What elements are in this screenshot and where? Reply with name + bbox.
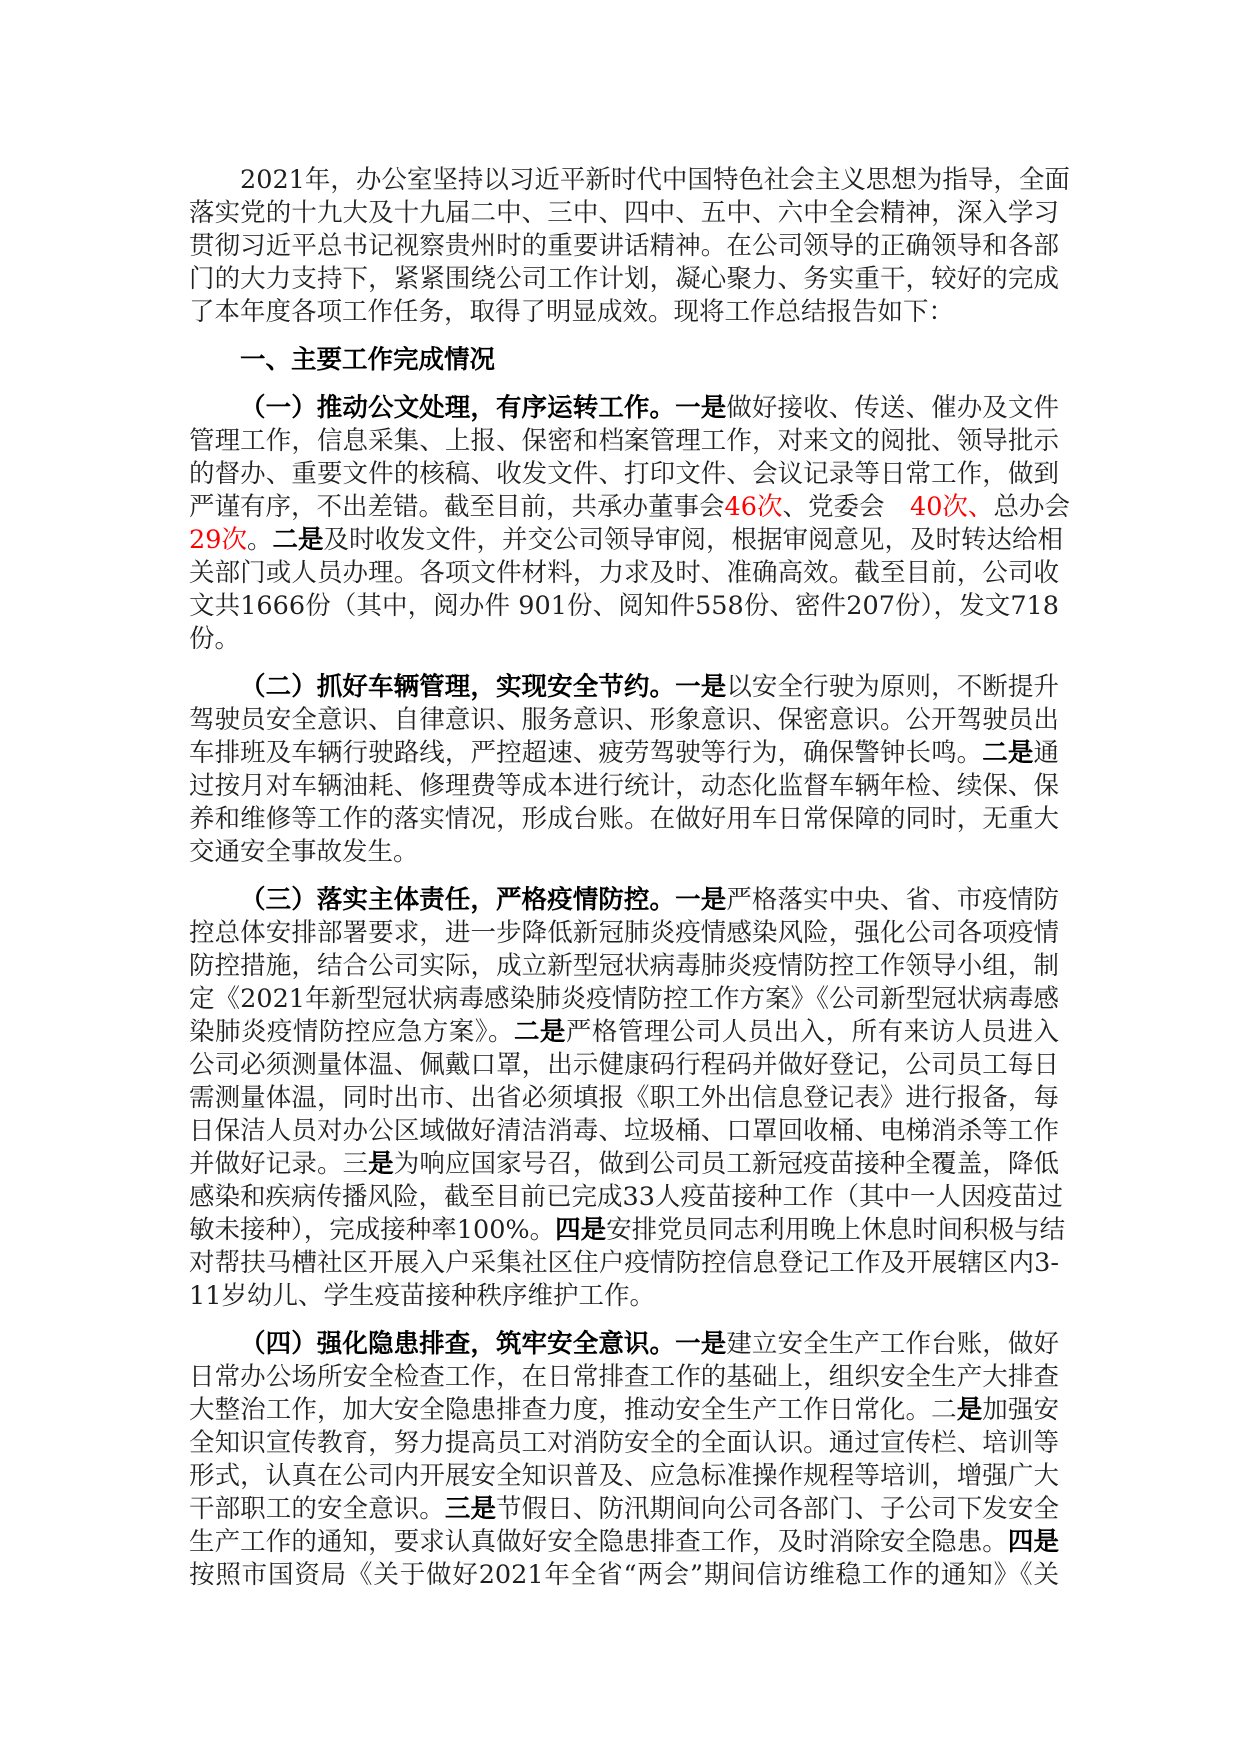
text-line: [189, 704, 1059, 737]
bold-text: 四是: [1007, 1527, 1059, 1557]
text-line: [189, 836, 1059, 869]
highlighted-number: 46次: [724, 492, 783, 522]
body-paragraph: [189, 671, 1059, 869]
text-line: [189, 491, 1070, 524]
text-run: 公司必须测量体温、佩戴口罩，出示健康码行程码并做好登记，公司员工每日: [189, 1050, 1059, 1080]
text-line: [189, 263, 1059, 296]
text-run: 以安全行驶为原则，不断提升: [726, 672, 1059, 702]
bold-text: 二是: [982, 738, 1034, 768]
text-run: 管理工作，信息采集、上报、保密和档案管理工作，对来文的阅批、领导批示: [189, 426, 1059, 456]
text-line: [189, 803, 1059, 836]
bold-text: 二是: [513, 1017, 566, 1047]
text-line: [189, 770, 1059, 803]
text-run: 严格管理公司人员出入，所有来访人员进入: [565, 1017, 1059, 1047]
text-run: 、党委会: [782, 492, 910, 522]
text-run: 关部门或人员办理。各项文件材料，力求及时、准确高效。截至目前，公司收: [189, 558, 1059, 588]
text-run: 严谨有序，不出差错。截至目前，共承办董事会: [189, 492, 725, 522]
text-run: 车排班及车辆行驶路线，严控超速、疲劳驾驶等行为，确保警钟长鸣。: [189, 738, 983, 768]
body-paragraph: [189, 392, 1070, 656]
text-line: [189, 1049, 1059, 1082]
body-paragraph: [189, 1328, 1059, 1592]
text-run: 按照市国资局《关于做好2021年全省“两会”期间信访维稳工作的通知》《关: [189, 1560, 1059, 1590]
bold-text: 二是: [272, 525, 324, 555]
text-run: 节假日、防汛期间向公司各部门、子公司下发安全: [496, 1494, 1059, 1524]
text-line: [189, 197, 1059, 230]
text-run: 及时收发文件，并交公司领导审阅，根据审阅意见，及时转达给相: [323, 525, 1063, 555]
text-run: 染肺炎疫情防控应急方案》。: [189, 1017, 514, 1047]
highlighted-number: 40次、: [909, 492, 994, 522]
text-run: 安排党员同志利用晚上休息时间积极与结: [606, 1215, 1066, 1245]
text-run: 控总体安排部署要求，进一步降低新冠肺炎疫情感染风险，强化公司各项疫情: [189, 918, 1059, 948]
text-line: [189, 671, 1059, 704]
text-line: [189, 1181, 1063, 1214]
text-run: 通: [1033, 738, 1059, 768]
text-run: 贯彻习近平总书记视察贵州时的重要讲话精神。在公司领导的正确领导和各部: [189, 231, 1059, 261]
text-line: [189, 230, 1059, 263]
text-line: [189, 950, 1059, 983]
document-page: [189, 164, 1070, 1607]
bold-text: 是: [368, 1149, 394, 1179]
text-run: 为响应国家号召，做到公司员工新冠疫苗接种全覆盖，降低: [393, 1149, 1059, 1179]
text-line: [189, 557, 1059, 590]
text-line: [189, 1526, 1059, 1559]
text-run: 敏未接种），完成接种率100%。: [189, 1215, 556, 1245]
text-line: [189, 623, 1059, 656]
text-run: 需测量体温，同时出市、出省必须填报《职工外出信息登记表》进行报备，每: [189, 1083, 1059, 1113]
text-line: [189, 1280, 1059, 1313]
text-line: [189, 425, 1059, 458]
text-line: [189, 524, 1063, 557]
text-line: [189, 1016, 1059, 1049]
text-line: [189, 737, 1059, 770]
bold-text: （一）推动公文处理，有序运转工作。一是: [240, 393, 727, 423]
text-run: 过按月对车辆油耗、修理费等成本进行统计，动态化监督车辆年检、续保、保: [189, 771, 1059, 801]
text-line: [189, 1493, 1059, 1526]
text-run: 日保洁人员对办公区域做好清洁消毒、垃圾桶、口罩回收桶、电梯消杀等工作: [189, 1116, 1059, 1146]
text-run: 加强安: [982, 1395, 1059, 1425]
section-heading: [189, 344, 1059, 377]
text-line: [189, 1115, 1059, 1148]
text-run: 防控措施，结合公司实际，成立新型冠状病毒肺炎疫情防控工作领导小组，制: [189, 951, 1059, 981]
text-line: [189, 296, 1059, 329]
text-line: [189, 1328, 1059, 1361]
text-line: [189, 1148, 1059, 1181]
bold-text: （三）落实主体责任，严格疫情防控。一是: [240, 885, 727, 915]
text-run: 养和维修等工作的落实情况，形成台账。在做好用车日常保障的同时，无重大: [189, 804, 1059, 834]
text-run: 大整治工作，加大安全隐患排查力度，推动安全生产工作日常化。二: [189, 1395, 957, 1425]
text-line: [189, 392, 1059, 425]
text-run: 。: [246, 525, 273, 555]
bold-text: 一、主要工作完成情况: [240, 345, 496, 375]
text-run: 严格落实中央、省、市疫情防: [726, 885, 1059, 915]
highlighted-number: 29次: [189, 525, 247, 555]
text-run: 对帮扶马槽社区开展入户采集社区住户疫情防控信息登记工作及开展辖区内3-: [189, 1248, 1059, 1278]
text-line: [189, 884, 1059, 917]
text-run: 驾驶员安全意识、自律意识、服务意识、形象意识、保密意识。公开驾驶员出: [189, 705, 1059, 735]
text-run: 日常办公场所安全检查工作，在日常排查工作的基础上，组织安全生产大排查: [189, 1362, 1059, 1392]
text-run: 干部职工的安全意识。: [189, 1494, 445, 1524]
text-line: [189, 590, 1059, 623]
text-line: [189, 458, 1059, 491]
text-line: [189, 1361, 1059, 1394]
body-paragraph: [189, 884, 1066, 1313]
text-run: 了本年度各项工作任务，取得了明显成效。现将工作总结报告如下：: [189, 297, 955, 327]
text-run: 总办会: [993, 492, 1070, 522]
bold-text: 三是: [444, 1494, 497, 1524]
text-line: [189, 1247, 1059, 1280]
text-line: [189, 1427, 1059, 1460]
text-line: [189, 983, 1059, 1016]
text-run: 做好接收、传送、催办及文件: [726, 393, 1059, 423]
text-line: [189, 1082, 1059, 1115]
text-run: 生产工作的通知，要求认真做好安全隐患排查工作，及时消除安全隐患。: [189, 1527, 1008, 1557]
text-run: 建立安全生产工作台账，做好: [726, 1329, 1059, 1359]
text-run: 门的大力支持下，紧紧围绕公司工作计划，凝心聚力、务实重干，较好的完成: [189, 264, 1059, 294]
text-run: 落实党的十九大及十九届二中、三中、四中、五中、六中全会精神，深入学习: [189, 198, 1059, 228]
bold-text: （二）抓好车辆管理，实现安全节约。一是: [240, 672, 727, 702]
text-line: [189, 917, 1059, 950]
bold-text: 四是: [555, 1215, 607, 1245]
bold-text: 是: [956, 1395, 983, 1425]
text-line: [189, 164, 1070, 197]
text-line: [189, 1214, 1066, 1247]
text-line: [189, 1394, 1059, 1427]
text-run: 2021年，办公室坚持以习近平新时代中国特色社会主义思想为指导，全面: [240, 165, 1070, 195]
text-run: 的督办、重要文件的核稿、收发文件、打印文件、会议记录等日常工作，做到: [189, 459, 1059, 489]
text-run: 全知识宣传教育，努力提高员工对消防安全的全面认识。通过宣传栏、培训等: [189, 1428, 1059, 1458]
text-run: 11岁幼儿、学生疫苗接种秩序维护工作。: [189, 1281, 655, 1311]
bold-text: （四）强化隐患排查，筑牢安全意识。一是: [240, 1329, 727, 1359]
text-run: 交通安全事故发生。: [189, 837, 419, 867]
text-run: 份。: [189, 624, 241, 654]
text-run: 形式，认真在公司内开展安全知识普及、应急标准操作规程等培训，增强广大: [189, 1461, 1059, 1491]
text-run: 文共1666份（其中，阅办件 901份、阅知件558份、密件207份），发文718: [189, 591, 1059, 621]
text-run: 定《2021年新型冠状病毒感染肺炎疫情防控工作方案》《公司新型冠状病毒感: [189, 984, 1059, 1014]
text-line: [189, 344, 1059, 377]
text-line: [189, 1460, 1059, 1493]
text-run: 并做好记录。三: [189, 1149, 369, 1179]
body-paragraph: [189, 164, 1070, 329]
text-line: [189, 1559, 1059, 1592]
text-run: 感染和疾病传播风险，截至目前已完成33人疫苗接种工作（其中一人因疫苗过: [189, 1182, 1063, 1212]
